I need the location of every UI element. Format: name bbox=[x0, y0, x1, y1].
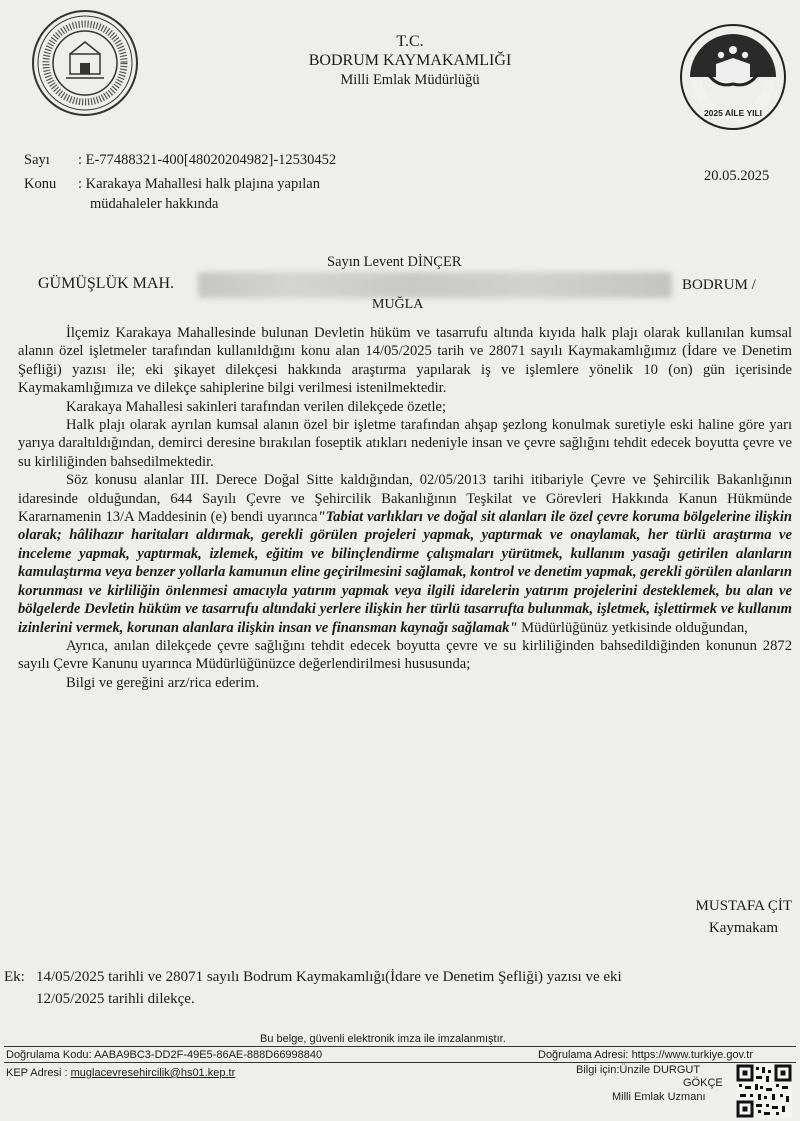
signatory-title: Kaymakam bbox=[708, 920, 778, 936]
body-paragraph-3: Halk plajı olarak ayrılan kumsal alanın özel bir işletme tarafından ahşap şezlong konulmak suretiyle eski haline göre yarı yarıya daraltıldığından, demirci deresine bırakılan foseptik atıkları nedeniyle insan ve çevre sağlığını tehdit edecek boyutta çevre ve su kirliliğinden bahsedilmektedir. bbox=[18, 417, 792, 470]
konu-line-2: müdahaleler hakkında bbox=[90, 196, 219, 212]
body-paragraph-1: İlçemiz Karakaya Mahallesinde bulunan Devletin hüküm ve tasarrufu altında kıyıda halk plajı olarak kullanılan kumsal alanın özel işletmeler tarafından kullanıldığını konu alan 14/05/2025 tarih ve 28071 sayılı Kaymakamlığımız (İdare ve Denetim Şefliği) yazısı ile; eki şikayet dilekçesi hakkında araştırma yapılarak iş ve işlemlere yönelik 10 (on) gün içerisinde Kaymakamlığımıza ve dilekçe sahiplerine bilgi verilmesi istenilmektedir. bbox=[18, 325, 792, 397]
verification-code bbox=[6, 1049, 322, 1061]
sayi-label: Sayı bbox=[24, 152, 50, 168]
header-office: BODRUM KAYMAKAMLIĞI bbox=[308, 52, 512, 69]
contact-info bbox=[576, 1064, 700, 1076]
letter-body bbox=[18, 324, 792, 692]
recipient-province: MUĞLA bbox=[372, 297, 424, 312]
header-department: Milli Emlak Müdürlüğü bbox=[340, 72, 480, 88]
body-paragraph-4 bbox=[18, 471, 792, 637]
contact-info-name-line-1: Ünzile DURGUT bbox=[619, 1064, 701, 1076]
signatory-name: MUSTAFA ÇİT bbox=[695, 898, 792, 914]
sayi-value: : E-77488321-400[48020204982]-12530452 bbox=[78, 152, 337, 168]
body-paragraph-6: Bilgi ve gereğini arz/rica ederim. bbox=[66, 674, 260, 691]
recipient-address-start: GÜMÜŞLÜK MAH. bbox=[38, 275, 175, 292]
annex-line-1: 14/05/2025 tarihli ve 28071 sayılı Bodrum Kaymakamlığı(İdare ve Denetim Şefliği) yazısı ve eki bbox=[36, 969, 622, 985]
recipient-name: Sayın Levent DİNÇER bbox=[327, 254, 462, 270]
body-paragraph-2: Karakaya Mahallesi sakinleri tarafından verilen dilekçede özetle; bbox=[66, 398, 447, 415]
body-paragraph-5: Ayrıca, anılan dilekçede çevre sağlığını tehdit edecek boyutta çevre ve su kirliliğinden bahsedildiğinden konunun 2872 sayılı Çevre Kanunu uyarınca Müdürlüğünüzce değerlendirilmesi hususunda; bbox=[18, 637, 792, 673]
konu-label: Konu bbox=[24, 176, 57, 192]
contact-info-title: Milli Emlak Uzmanı bbox=[612, 1091, 706, 1103]
kep-address bbox=[6, 1067, 235, 1079]
footer-rule-bottom bbox=[4, 1062, 796, 1063]
contact-info-label: Bilgi için: bbox=[576, 1064, 620, 1076]
kep-label: KEP Adresi : bbox=[6, 1067, 68, 1079]
annex-label: Ek: bbox=[4, 969, 25, 985]
verification-address bbox=[538, 1049, 753, 1061]
kep-value[interactable]: muglacevresehircilik@hs01.kep.tr bbox=[70, 1067, 236, 1079]
verification-address-label: Doğrulama Adresi: bbox=[538, 1049, 629, 1061]
header-country: T.C. bbox=[396, 33, 424, 50]
contact-info-name-line-2: GÖKÇE bbox=[683, 1077, 723, 1089]
konu-line-1: : Karakaya Mahallesi halk plajına yapılan bbox=[78, 176, 320, 192]
verification-code-label: Doğrulama Kodu: bbox=[6, 1049, 92, 1061]
body-paragraph-4-start: Söz konusu alanlar III. Derece Doğal Sitte kaldığından, 02/05/2013 tarihi itibariyle Çevre ve Şehircilik Bakanlığının idaresinde olduğundan, 644 Sayılı Çevre ve Şehircilik Bakanlığının Teşkilat ve Görevleri Hakkında Kanun Hükmünde Kararnamenin 13/A Maddesinin (e) bendi uyarınca bbox=[18, 472, 792, 526]
document-date: 20.05.2025 bbox=[704, 168, 770, 184]
body-paragraph-4-quote: "Tabiat varlıkları ve doğal sit alanları ile özel çevre koruma bölgelerine ilişkin olarak; hâlihazır haritaları aldırmak, gerekli görülen projeleri yapmak, yaptırmak ve onaylamak, her türlü araştırma ve inceleme yapmak, yaptırmak, izlemek, eğitim ve bilinçlendirme çalışmaları yürütmek, kullanım yasağı getirilen alanların kamulaştırma veya benzer yollarla kamunun eline geçirilmesini sağlamak, kontrol ve denetim yapmak, gerekli görülen alanların korunması ve kirliliğin önlenmesi amacıyla yatırım yapmak veya ilgili idarelerin yatırım projelerini desteklemek, bu alan ve bölgelerde Devletin hüküm ve tasarrufu altındaki yerlere ilişkin her türlü tasarrufta bulunmak, işletmek, işlettirmek ve kullanım izinlerini vermek, korunan alanlara ilişkin insan ve finansman kaynağı sağlamak" bbox=[18, 509, 793, 636]
qr-code-icon bbox=[736, 1064, 792, 1118]
annex-line-2: 12/05/2025 tarihli dilekçe. bbox=[36, 991, 195, 1007]
footer-rule-top bbox=[4, 1046, 796, 1047]
body-paragraph-4-end: Müdürlüğünüz yetkisinde olduğundan, bbox=[517, 619, 748, 636]
family-year-logo-text: 2025 AİLE YILI bbox=[703, 108, 763, 118]
esign-note: Bu belge, güvenli elektronik imza ile imzalanmıştır. bbox=[260, 1033, 506, 1045]
verification-address-link[interactable]: https://www.turkiye.gov.tr bbox=[631, 1049, 754, 1061]
recipient-address-end: BODRUM / bbox=[682, 277, 756, 293]
verification-code-value: AABA9BC3-DD2F-49E5-86AE-888D66998840 bbox=[94, 1049, 323, 1061]
redacted-address bbox=[198, 272, 672, 298]
